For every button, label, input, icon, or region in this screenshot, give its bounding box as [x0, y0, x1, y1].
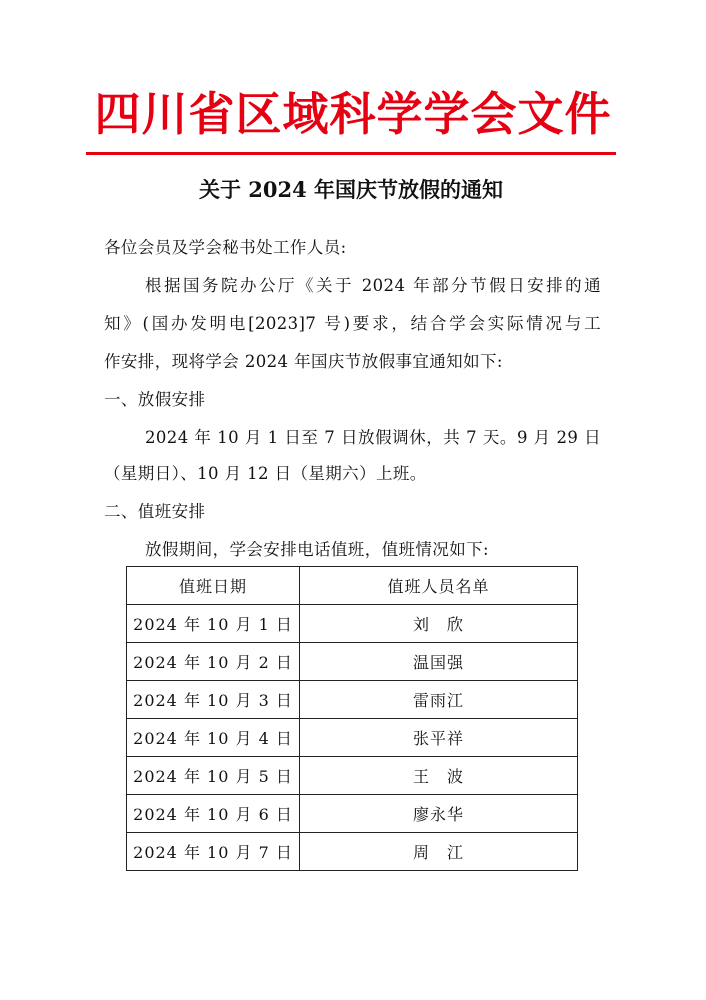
- duty-name-cell: 刘 欣: [300, 605, 578, 643]
- duty-name-cell: 温国强: [300, 643, 578, 681]
- duty-name-cell: 周 江: [300, 833, 578, 871]
- duty-date-cell: 2024 年 10 月 7 日: [127, 833, 300, 871]
- header-duty-staff: 值班人员名单: [300, 567, 578, 605]
- table-header-row: [127, 567, 578, 605]
- duty-date-cell: 2024 年 10 月 1 日: [127, 605, 300, 643]
- salutation: 各位会员及学会秘书处工作人员:: [104, 238, 347, 257]
- section-1-line-1: 2024 年 10 月 1 日至 7 日放假调休，共 7 天。9 月 29 日: [145, 428, 601, 447]
- duty-date-cell: 2024 年 10 月 4 日: [127, 719, 300, 757]
- intro-line-1: 根据国务院办公厅《关于 2024 年部分节假日安排的通: [145, 276, 601, 295]
- section-2-heading: 二、值班安排: [104, 502, 206, 521]
- intro-line-3: 作安排，现将学会 2024 年国庆节放假事宜通知如下:: [104, 352, 503, 371]
- duty-name-cell: 廖永华: [300, 795, 578, 833]
- table-row: [127, 643, 578, 681]
- notice-title: 关于 2024 年国庆节放假的通知: [198, 177, 504, 202]
- table-row: [127, 719, 578, 757]
- duty-name-cell: 雷雨江: [300, 681, 578, 719]
- header-duty-date: 值班日期: [127, 567, 300, 605]
- table-row: [127, 757, 578, 795]
- duty-name-cell: 张平祥: [300, 719, 578, 757]
- duty-name-cell: 王 波: [300, 757, 578, 795]
- table-row: [127, 605, 578, 643]
- duty-date-cell: 2024 年 10 月 5 日: [127, 757, 300, 795]
- section-1-heading: 一、放假安排: [104, 390, 206, 409]
- duty-date-cell: 2024 年 10 月 2 日: [127, 643, 300, 681]
- red-header-rule: [86, 152, 616, 155]
- section-1-line-2: （星期日）、10 月 12 日（星期六）上班。: [104, 464, 427, 483]
- intro-line-2: 知》(国办发明电[2023]7 号)要求，结合学会实际情况与工: [104, 314, 601, 333]
- table-row: [127, 833, 578, 871]
- duty-date-cell: 2024 年 10 月 6 日: [127, 795, 300, 833]
- org-masthead-title: 四川省区域科学学会文件: [94, 87, 612, 141]
- table-row: [127, 681, 578, 719]
- section-2-intro: 放假期间，学会安排电话值班，值班情况如下:: [145, 540, 489, 559]
- duty-date-cell: 2024 年 10 月 3 日: [127, 681, 300, 719]
- duty-schedule-table: [126, 566, 578, 871]
- table-row: [127, 795, 578, 833]
